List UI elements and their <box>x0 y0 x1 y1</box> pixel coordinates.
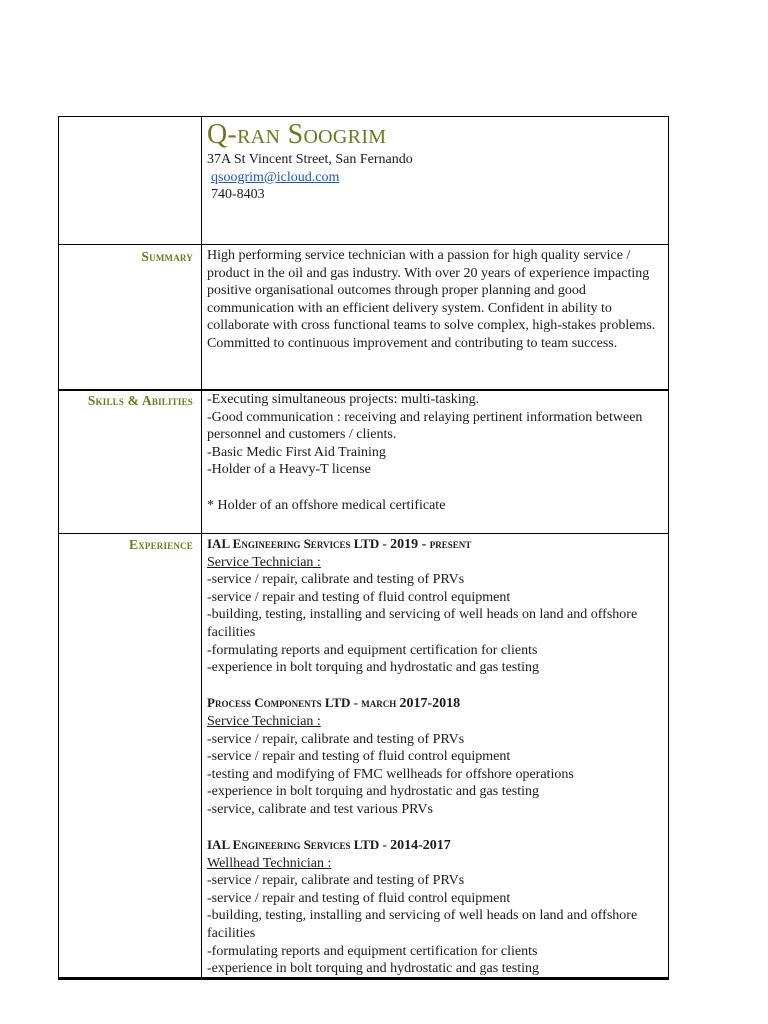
address: 37A St Vincent Street, San Fernando <box>207 152 413 167</box>
row-divider <box>59 533 668 534</box>
summary-label: Summary <box>141 249 193 264</box>
resume-table <box>58 116 669 980</box>
job-company: IAL Engineering Services LTD - <box>207 837 391 853</box>
job-duty: -building, testing, installing and servicing of well heads on land and offshore facilities <box>207 908 638 942</box>
job-entry <box>207 694 662 818</box>
job-duty: -building, testing, installing and servicing of well heads on land and offshore facilities <box>207 607 638 640</box>
job-heading <box>207 836 662 855</box>
skill-note: * Holder of an offshore medical certificate <box>207 497 446 513</box>
skill-item: -Basic Medic First Aid Training <box>207 444 386 460</box>
job-duty: -service, calibrate and test various PRVs <box>207 801 433 817</box>
job-duty: -service / repair, calibrate and testing of PRVs <box>207 572 465 588</box>
job-title: Service Technician : <box>207 713 321 729</box>
job-company: IAL Engineering Services LTD - <box>207 536 391 551</box>
job-years: 2017-2018 <box>399 696 461 712</box>
email-link[interactable]: qsoogrim@icloud.com <box>211 169 340 185</box>
job-duty: -experience in bolt torquing and hydrostatic and gas testing <box>207 660 540 676</box>
summary-text: High performing service technician with a passion for high quality service / product in the oil and gas industry. With over 20 years of experience impacting positive organisational outcomes through proper planning and good communication with an efficient delivery system. Confident in ability to collaborate with cross functional teams to solve complex, high-stakes problems. Committed to continuous improvement and contributing to team success. <box>207 248 656 351</box>
job-company: Process Components LTD - march <box>207 695 400 711</box>
experience-label: Experience <box>128 537 193 552</box>
experience-block <box>207 535 662 978</box>
job-duty: -testing and modifying of FMC wellheads for offshore operations <box>207 766 574 782</box>
job-years: 2019 - <box>390 537 430 552</box>
job-duty: -service / repair and testing of fluid control equipment <box>207 890 511 906</box>
contact-block <box>207 119 662 204</box>
job-heading <box>207 535 662 554</box>
job-years-suffix: present <box>429 536 472 551</box>
job-years: 2014-2017 <box>390 838 451 854</box>
job-title: Wellhead Technician : <box>207 855 332 871</box>
job-heading <box>207 694 662 713</box>
column-divider <box>201 117 202 979</box>
row-divider <box>59 244 668 245</box>
job-duty: -formulating reports and equipment certification for clients <box>207 642 538 658</box>
candidate-name: Q-ran Soogrim <box>207 119 387 150</box>
job-duty: -service / repair, calibrate and testing of PRVs <box>207 731 465 747</box>
job-entry <box>207 836 662 978</box>
table-bottom-border <box>59 977 668 979</box>
job-entry <box>207 535 662 677</box>
skill-item: -Good communication : receiving and relaying pertinent information between personnel and customers / clients. <box>207 409 643 443</box>
job-duty: -service / repair and testing of fluid control equipment <box>207 589 511 605</box>
job-duty: -experience in bolt torquing and hydrostatic and gas testing <box>207 961 540 977</box>
job-duty: -formulating reports and equipment certification for clients <box>207 943 538 959</box>
skill-item: -Executing simultaneous projects: multi-tasking. <box>207 392 480 407</box>
job-duty: -experience in bolt torquing and hydrostatic and gas testing <box>207 784 540 800</box>
skill-item: -Holder of a Heavy-T license <box>207 462 371 478</box>
job-title: Service Technician : <box>207 554 321 570</box>
job-duty: -service / repair and testing of fluid control equipment <box>207 749 511 765</box>
skills-label: Skills & Abilities <box>87 393 193 408</box>
job-duty: -service / repair, calibrate and testing of PRVs <box>207 873 465 889</box>
phone-number: 740-8403 <box>211 187 265 203</box>
skills-block <box>207 391 662 514</box>
